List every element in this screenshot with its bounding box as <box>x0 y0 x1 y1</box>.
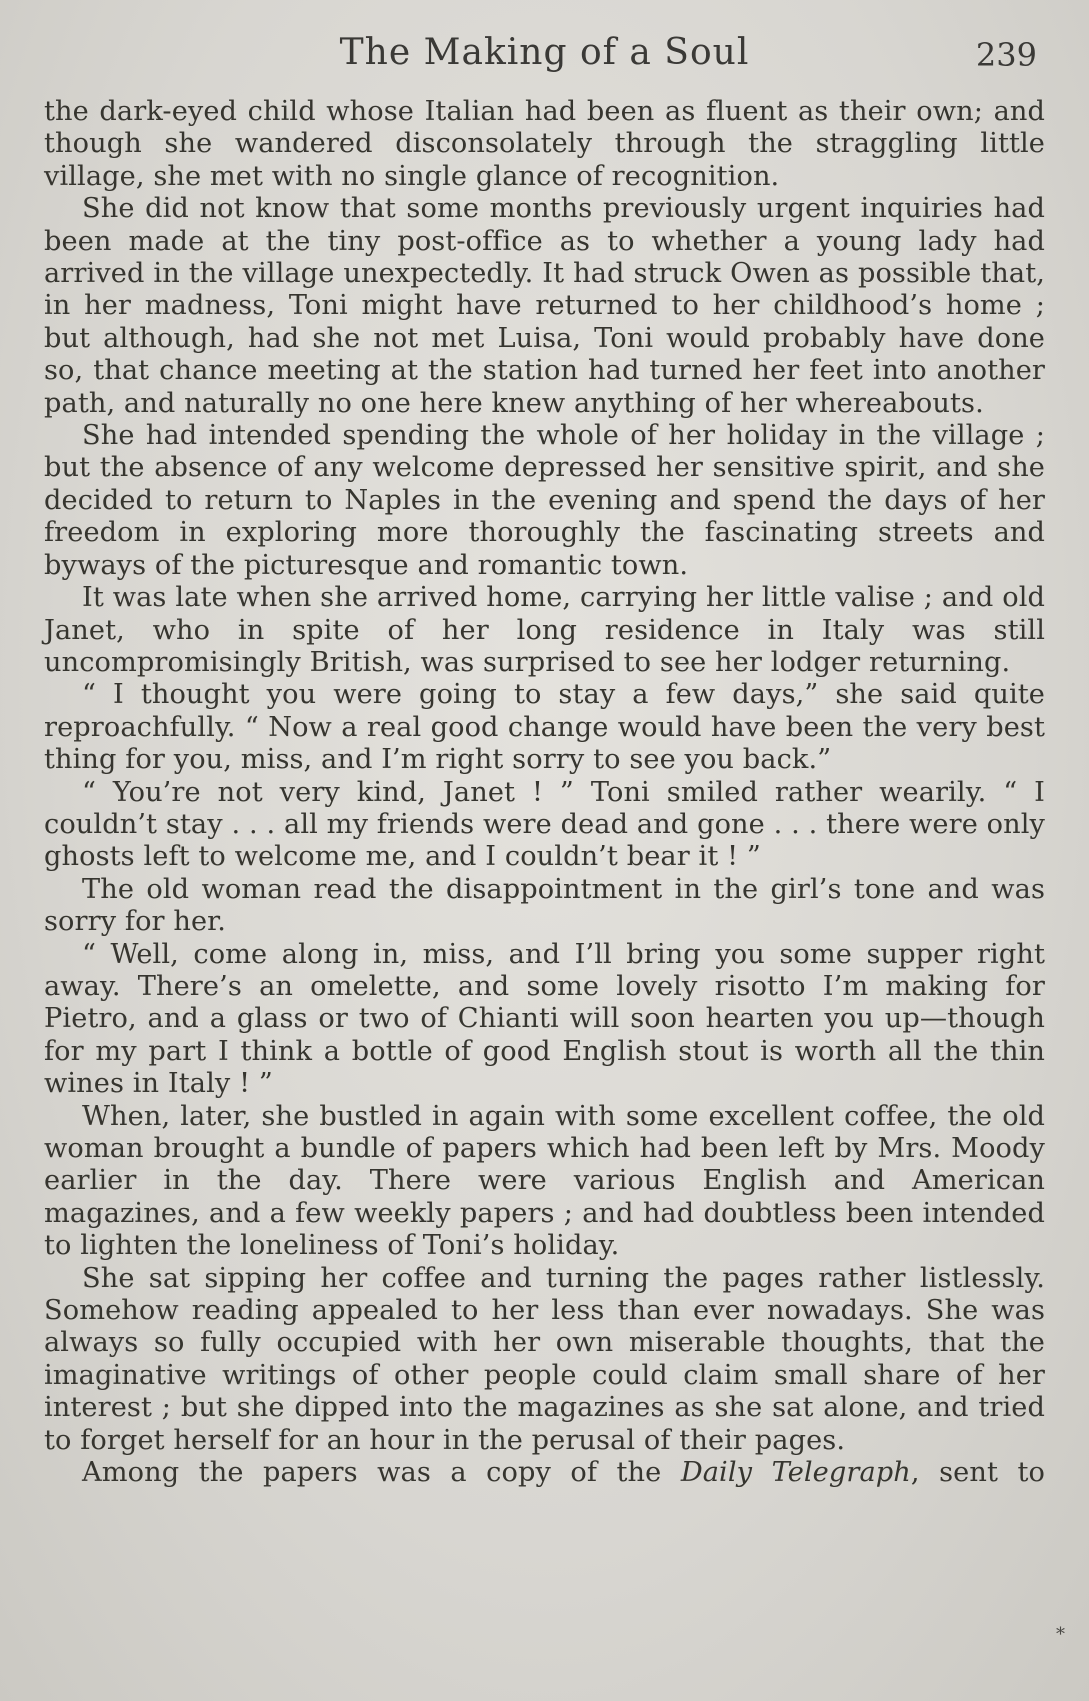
paragraph-7: The old woman read the disappointment in the girl’s tone and was sorry for her. <box>44 873 1045 938</box>
page-number: 239 <box>975 36 1037 74</box>
running-title: The Making of a Soul <box>339 32 750 73</box>
paragraph-2: She did not know that some months previously urgent inquiries had been made at the tiny post-office as to whether a young lady had arrived in the village unexpectedly. It had struck Owen as possible that, in her madness, Toni might have returned to her childhood’s home ; but although, had she not met Luisa, Toni would probably have done so, that chance meeting at the station had turned her feet into another path, and naturally no one here knew anything of her whereabouts. <box>44 193 1045 419</box>
body-text <box>44 96 1045 1489</box>
paragraph-11-after: , sent to <box>910 1457 1045 1489</box>
paragraph-11-before: Among the papers was a copy of the <box>82 1457 681 1489</box>
paragraph-11 <box>44 1457 1045 1489</box>
paragraph-9: When, later, she bustled in again with some excellent coffee, the old woman brought a bundle of papers which had been left by Mrs. Moody earlier in the day. There were various English and American magazines, and a few weekly papers ; and had doubtless been intended to lighten the loneliness of Toni’s holiday. <box>44 1100 1045 1262</box>
continuation-mark: * <box>1056 1624 1065 1645</box>
running-head <box>44 32 1045 84</box>
paragraph-10: She sat sipping her coffee and turning the pages rather listlessly. Somehow reading appealed to her less than ever nowadays. She was always so fully occupied with her own miserable thoughts, that the imaginative writings of other people could claim small share of her interest ; but she dipped into the magazines as she sat alone, and tried to forget herself for an hour in the perusal of their pages. <box>44 1262 1045 1456</box>
paragraph-8: “ Well, come along in, miss, and I’ll bring you some supper right away. There’s an omelette, and some lovely risotto I’m making for Pietro, and a glass or two of Chianti will soon hearten you up—though for my part I think a bottle of good English stout is worth all the thin wines in Italy ! ” <box>44 938 1045 1100</box>
paragraph-4: It was late when she arrived home, carrying her little valise ; and old Janet, who in spite of her long residence in Italy was still uncompromisingly British, was surprised to see her lodger returning. <box>44 582 1045 678</box>
paragraph-6: “ You’re not very kind, Janet ! ” Toni smiled rather wearily. “ I couldn’t stay . . . all my friends were dead and gone . . . there were only ghosts left to welcome me, and I couldn’t bear it ! ” <box>44 776 1045 873</box>
newspaper-title: Daily Telegraph <box>680 1457 911 1489</box>
paragraph-1: the dark-eyed child whose Italian had been as fluent as their own; and though she wandered disconsolately through the straggling little village, she met with no single glance of recognition. <box>44 96 1045 192</box>
paragraph-3: She had intended spending the whole of her holiday in the village ; but the absence of any welcome depressed her sensitive spirit, and she decided to return to Naples in the evening and spend the days of her freedom in exploring more thoroughly the fascinating streets and byways of the picturesque and romantic town. <box>44 420 1045 581</box>
paragraph-5: “ I thought you were going to stay a few days,” she said quite reproachfully. “ Now a real good change would have been the very best thing for you, miss, and I’m right sorry to see you back.” <box>44 679 1045 776</box>
